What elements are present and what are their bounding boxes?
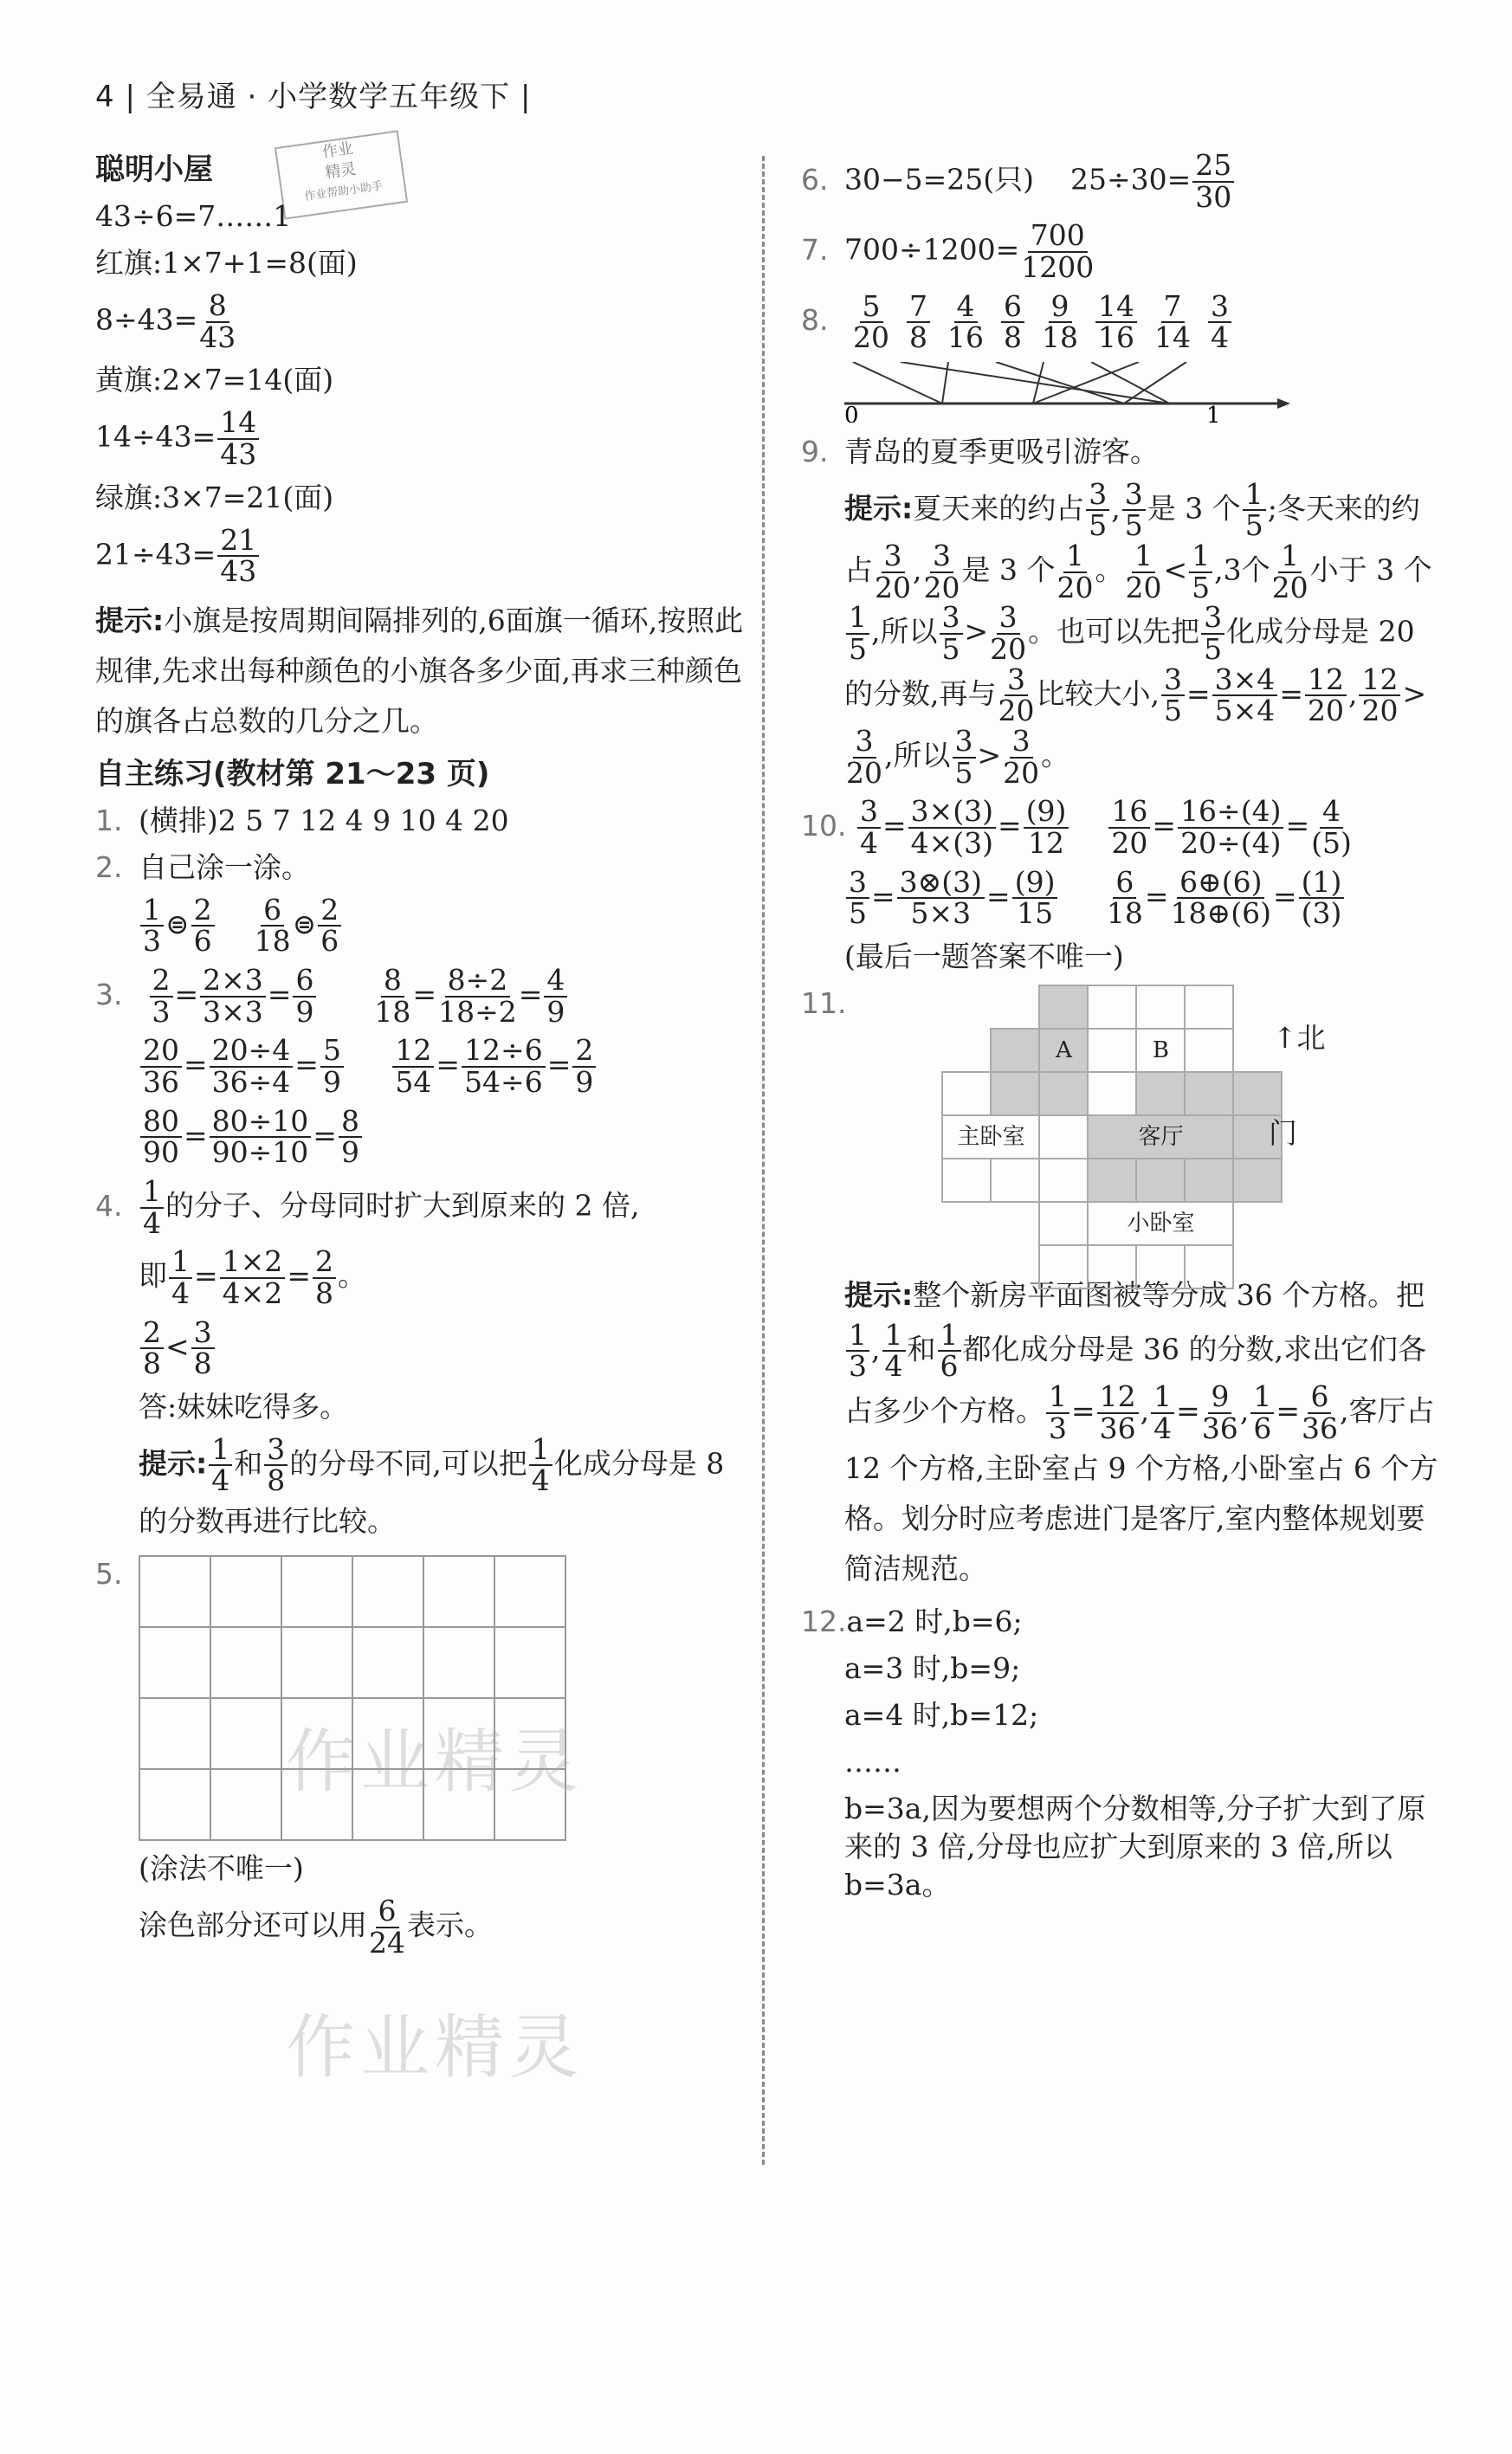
q4 xyxy=(95,1173,753,1240)
fraction: $\frac{80}{90}$ xyxy=(140,1107,182,1168)
section-title-zzlx: 自主练习(教材第 21～23 页) xyxy=(95,756,490,791)
q10-row2: $\frac{3}{5}$ = $\frac{3\otimes(3)}{5\times 3}$ = $\frac{(9)}{15}$ $\frac{6}{18}$ = $\frac{6\oplus(6)}{18\oplus(6)}$ = $\frac{(1)}{(3)}$ xyxy=(801,868,1442,929)
q8-fraction: $\frac{14}{16}$ xyxy=(1095,292,1137,353)
connect-lines xyxy=(853,362,1186,404)
fraction: $\frac{80\div 10}{90\div 10}$ xyxy=(210,1107,312,1168)
q2-compare xyxy=(95,892,753,959)
q12-line: …… xyxy=(844,1745,901,1779)
fraction: $\frac{8}{9}$ xyxy=(339,1107,362,1168)
master-bedroom: 主卧室 xyxy=(942,1115,1039,1159)
fraction: $\frac{2}{6}$ xyxy=(191,895,215,957)
text-line: 绿旗:3×7=21(面) xyxy=(95,480,334,514)
q8-fraction: $\frac{5}{20}$ xyxy=(853,288,889,355)
q8-fraction: $\frac{3}{4}$ xyxy=(1208,292,1231,353)
fraction: $\frac{12}{54}$ xyxy=(392,1036,434,1097)
floor-plan xyxy=(941,985,1283,1289)
q1-text: (横排)2 5 7 12 4 9 10 4 20 xyxy=(139,803,509,837)
right-column xyxy=(801,147,1442,1913)
q12-line: a=3 时,b=9; xyxy=(844,1651,1021,1686)
living-room: 客厅 xyxy=(1088,1115,1233,1159)
q12-line: a=4 时,b=12; xyxy=(844,1698,1039,1733)
q3-row2: $\frac{20}{36}$ = $\frac{20\div 4}{36\div 4}$ = $\frac{5}{9}$ $\frac{12}{54}$ = $\frac{12\div 6}{54\div 6}$ = $\frac{2}{9}$ xyxy=(95,1036,753,1097)
tick-one: 1 xyxy=(1206,402,1221,423)
q12-conclusion: b=3a,因为要想两个分数相等,分子扩大到了原来的 3 倍,分母也应扩大到原来的 3 倍,所以 b=3a。 xyxy=(844,1792,1426,1902)
q-number: 2. xyxy=(95,849,123,884)
tick-zero: 0 xyxy=(844,402,859,423)
axis-arrow xyxy=(1277,398,1290,409)
q8-fraction: $\frac{7}{8}$ xyxy=(907,292,930,353)
compare-sign: ⊜ xyxy=(165,907,190,941)
q4-text: 的分子、分母同时扩大到原来的 2 倍, xyxy=(165,1188,640,1223)
fraction: $\frac{2}{9}$ xyxy=(572,1036,596,1097)
fraction: $\frac{8}{43}$ xyxy=(199,288,236,354)
q-number: 3. xyxy=(95,977,123,1011)
watermark-text: 作业精灵 xyxy=(286,1721,584,1802)
fraction: $\frac{4}{9}$ xyxy=(544,965,567,1027)
q3-row3: $\frac{80}{90}$ = $\frac{80\div 10}{90\div 10}$ = $\frac{8}{9}$ xyxy=(95,1107,753,1168)
text-line: 红旗:1×7+1=8(面) xyxy=(95,246,358,280)
tip-label: 提示: xyxy=(95,603,165,637)
q5-text: 涂色部分还可以用 $\frac{6}{24}$ 表示。 xyxy=(139,1894,493,1960)
room-a: A xyxy=(1039,1029,1088,1072)
fraction: $\frac{12\div 6}{54\div 6}$ xyxy=(462,1036,546,1097)
q11-tip: 提示:整个新房平面图被等分成 36 个方格。把 $\frac{1}{3}$ , $\frac{1}{4}$ 和 $\frac{1}{6}$ 都化成分母是 36 的分数,求出它们各占多少个方格。 $\frac{1}{3}$ = $\frac{12}{36}$ , $\frac{1}{4}$ = $\frac{9}{36}$ , $\frac{1}{6}$ = $\frac{6}{36}$ ,客厅占 12 个方格,主卧室占 9 个方格,小卧室占 6 个方格。划分时应考虑进门是客厅,室内整体规划要简洁规范。 xyxy=(844,1277,1438,1586)
fraction: $\frac{20}{36}$ xyxy=(140,1036,182,1097)
tip-label: 提示: xyxy=(139,1446,208,1481)
q-number: 1. xyxy=(95,803,123,837)
equation xyxy=(95,522,753,589)
compare-sign: ⊜ xyxy=(292,907,317,941)
q-number: 4. xyxy=(95,1188,123,1223)
q8-fraction: $\frac{9}{18}$ xyxy=(1042,288,1078,355)
north-label: ↑北 xyxy=(1273,1020,1326,1055)
q4-answer: 答:妹妹吃得多。 xyxy=(139,1389,349,1424)
fraction: $\frac{1}{3}$ xyxy=(140,895,164,957)
fraction: $\frac{6}{9}$ xyxy=(293,965,316,1027)
equation xyxy=(95,405,753,471)
fraction: $\frac{2}{3}$ xyxy=(150,965,173,1027)
fraction: $\frac{6}{18}$ xyxy=(254,892,291,959)
door-label: 门 xyxy=(1269,1115,1297,1150)
tip xyxy=(95,596,753,746)
text-line: 43÷6=7……1 xyxy=(95,199,292,233)
q8-fraction: $\frac{4}{16}$ xyxy=(947,288,984,355)
fraction: $\frac{2\times 3}{3\times 3}$ xyxy=(200,965,266,1027)
room-b: B xyxy=(1136,1029,1185,1072)
page-header: 4 | 全易通 · 小学数学五年级下 | xyxy=(95,80,532,114)
text-line: 黄旗:2×7=14(面) xyxy=(95,363,334,397)
fraction: $\frac{2}{6}$ xyxy=(318,895,341,957)
section-title-cmxw: 聪明小屋 xyxy=(95,152,213,187)
q4-compare: $\frac{2}{8}$ < $\frac{3}{8}$ xyxy=(95,1318,753,1379)
fraction: $\frac{14}{43}$ xyxy=(217,408,259,469)
q9-tip: 提示:夏天来的约占 $\frac{3}{5}$ , $\frac{3}{5}$ 是 3 个 $\frac{1}{5}$ ;冬天来的约占 $\frac{3}{20}$ , $\frac{3}{20}$ 是 3 个 $\frac{1}{20}$ 。 $\frac{1}{20}$ < $\frac{1}{5}$ ,3个 $\frac{1}{20}$ 小于 3 个 $\frac{1}{5}$ ,所以 $\frac{3}{5}$ > $\frac{3}{20}$ 。也可以先把 $\frac{3}{5}$ 化成分母是 20 的分数,再与 $\frac{3}{20}$ 比较大小, $\frac{3}{5}$ = $\frac{3\times 4}{5\times 4}$ = $\frac{12}{20}$ , $\frac{12}{20}$ > $\frac{3}{20}$ ,所以 $\frac{3}{5}$ > $\frac{3}{20}$ 。 xyxy=(844,476,1432,790)
text: 14÷43= xyxy=(95,419,216,454)
connect-line xyxy=(996,362,1124,404)
number-line xyxy=(844,362,1295,423)
q2-text: 自己涂一涂。 xyxy=(139,849,310,884)
fraction: $\frac{20\div 4}{36\div 4}$ xyxy=(210,1036,294,1097)
fraction: $\frac{21}{43}$ xyxy=(217,526,259,587)
q4-tip: 提示: $\frac{1}{4}$ 和 $\frac{3}{8}$ 的分母不同,可以把 $\frac{1}{4}$ 化成分母是 8 的分数再进行比较。 xyxy=(139,1431,725,1539)
q6: 6. 30−5=25(只) 25÷30= $\frac{25}{30}$ xyxy=(801,151,1442,212)
fraction: $\frac{5}{9}$ xyxy=(320,1036,344,1097)
q8-fraction: $\frac{6}{8}$ xyxy=(1001,292,1024,353)
q1 xyxy=(95,802,753,840)
q12: 12.a=2 时,b=6; xyxy=(801,1605,1023,1639)
q-number: 5. xyxy=(95,1557,123,1592)
left-column xyxy=(95,147,753,1966)
stamp-line2: 精灵 xyxy=(324,159,358,183)
q5-note: (涂法不唯一) xyxy=(139,1851,304,1886)
watermark-text: 作业精灵 xyxy=(286,2007,584,2088)
q10-note: (最后一题答案不唯一) xyxy=(844,939,1124,973)
text: 21÷43= xyxy=(95,537,216,572)
small-bedroom: 小卧室 xyxy=(1088,1202,1233,1245)
q7: 7. 700÷1200= $\frac{700}{1200}$ xyxy=(801,218,1095,284)
q8: 8. $\frac{5}{20}$ $\frac{7}{8}$ $\frac{4}{16}$ $\frac{6}{8}$ $\frac{9}{18}$ $\frac{14}{16}$ $\frac{7}{14}$ $\frac{3}{4}$ xyxy=(801,292,1442,353)
q8-fraction: $\frac{7}{14}$ xyxy=(1154,288,1191,355)
fraction: $\frac{1}{4}$ xyxy=(140,1177,164,1238)
q11: 11. A B 主卧室 客厅 小卧室 ↑北 门 xyxy=(801,985,1442,1262)
connect-line xyxy=(853,362,942,404)
book-title: 全易通 · 小学数学五年级下 xyxy=(145,80,511,114)
fraction: $\frac{8\div 2}{18\div 2}$ xyxy=(438,963,517,1029)
page-number: 4 xyxy=(95,80,115,114)
text: 8÷43= xyxy=(95,302,198,337)
connect-line xyxy=(1033,362,1139,404)
fraction: $\frac{8}{18}$ xyxy=(374,963,411,1029)
stamp-line1: 作业 xyxy=(320,139,355,162)
q10-row1: 10. $\frac{3}{4}$ = $\frac{3\times(3)}{4\times(3)}$ = $\frac{(9)}{12}$ $\frac{16}{20}$ = $\frac{16\div(4)}{20\div(4)}$ = $\frac{4}{(5)}$ xyxy=(801,794,1352,860)
tip-text: 小旗是按周期间隔排列的,6面旗一循环,按照此规律,先求出每种颜色的小旗各多少面,再求三种颜色的旗各占总数的几分之几。 xyxy=(95,603,744,738)
q4-eq: 即 $\frac{1}{4}$ = $\frac{1\times 2}{4\times 2}$ = $\frac{2}{8}$ 。 xyxy=(139,1244,366,1310)
stamp-line3: 作业帮助小助手 xyxy=(303,179,384,204)
q3-row1: 3. $\frac{2}{3}$ = $\frac{2\times 3}{3\times 3}$ = $\frac{6}{9}$ $\frac{8}{18}$ = $\frac{8\div 2}{18\div 2}$ = $\frac{4}{9}$ xyxy=(95,965,753,1027)
text: 即 xyxy=(139,1258,167,1293)
column-divider xyxy=(762,156,765,2165)
connect-line xyxy=(1124,362,1186,404)
q9: 9. 青岛的夏季更吸引游客。 xyxy=(801,434,1159,468)
equation xyxy=(95,288,753,354)
q2 xyxy=(95,849,753,887)
